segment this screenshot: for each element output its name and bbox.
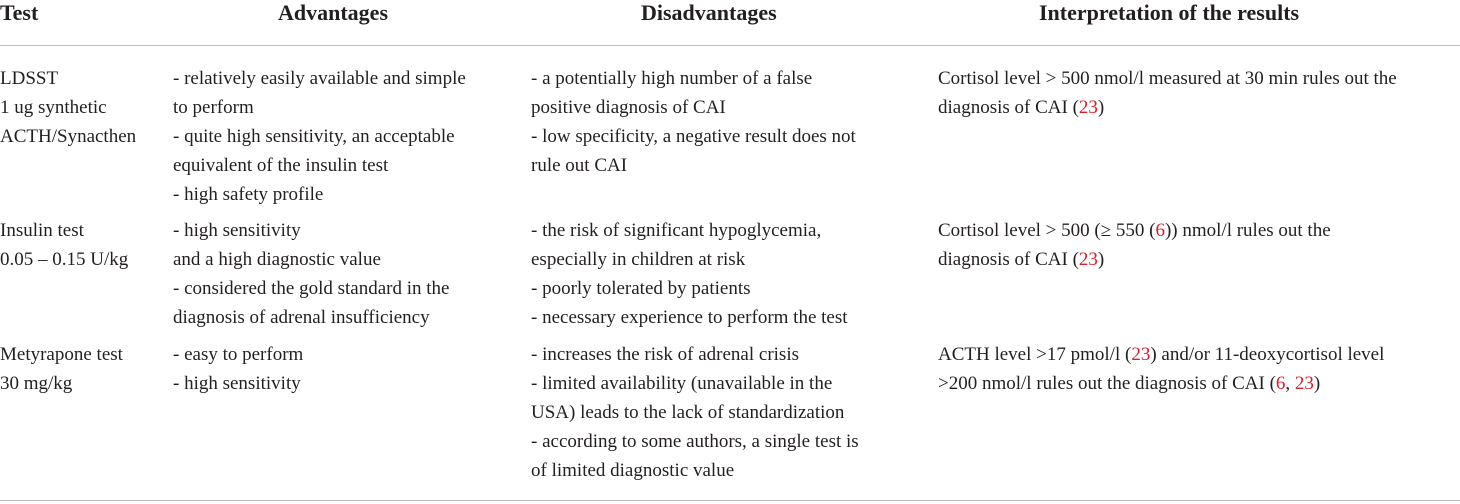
cell-line: to perform: [173, 97, 254, 118]
cell-line: [938, 369, 1384, 398]
cell-line: - poorly tolerated by patients: [531, 278, 751, 299]
table-row-3-test: [0, 340, 123, 398]
text-fragment: ): [1313, 373, 1321, 394]
text-fragment: ) and/or 11-deoxycortisol level: [1150, 344, 1385, 365]
cell-line: Cortisol level > 500 nmol/l measured at 30 min rules out the: [938, 68, 1397, 89]
cell-line: [938, 340, 1384, 369]
cell-line: - high safety profile: [173, 184, 324, 205]
cell-line: especially in children at risk: [531, 249, 746, 270]
cell-line: - necessary experience to perform the test: [531, 307, 848, 328]
cell-line: USA) leads to the lack of standardization: [531, 402, 845, 423]
cell-line: and a high diagnostic value: [173, 249, 381, 270]
cell-line: - low specificity, a negative result does not: [531, 126, 856, 147]
column-header-disadvantages: Disadvantages: [641, 0, 777, 25]
text-fragment: )) nmol/l rules out the: [1164, 220, 1331, 241]
table-row-3-disadvantages: [531, 340, 859, 485]
reference-link[interactable]: 6: [1275, 373, 1286, 394]
cell-line: [938, 216, 1331, 245]
text-fragment: Cortisol level > 500 (≥ 550 (: [938, 220, 1156, 241]
column-header-interpretation: Interpretation of the results: [1039, 0, 1300, 25]
table-row-3-advantages: [173, 340, 303, 398]
text-fragment: ACTH level >17 pmol/l (: [938, 344, 1132, 365]
text-fragment: >200 nmol/l rules out the diagnosis of CAI (: [938, 373, 1276, 394]
cell-line: - easy to perform: [173, 344, 304, 365]
header-rule: [0, 45, 1460, 46]
cell-line: [938, 245, 1331, 274]
table-row-2-interpretation: [938, 216, 1331, 274]
reference-link[interactable]: 6: [1155, 220, 1165, 241]
text-fragment: ): [1097, 249, 1105, 270]
column-header-advantages: Advantages: [278, 0, 389, 25]
table-row-2-advantages: [173, 216, 449, 332]
reference-link[interactable]: 23: [1131, 344, 1151, 365]
table-row-1-test: [0, 64, 136, 151]
table-row-1-advantages: [173, 64, 466, 209]
cell-line: - limited availability (unavailable in the: [531, 373, 833, 394]
table-row-1-disadvantages: [531, 64, 856, 180]
cell-line: equivalent of the insulin test: [173, 155, 389, 176]
text-fragment: ,: [1285, 373, 1295, 394]
cell-line: Metyrapone test: [0, 344, 123, 365]
cell-line: Insulin test: [0, 220, 84, 241]
table-row-2-disadvantages: [531, 216, 848, 332]
cell-line: 0.05 – 0.15 U/kg: [0, 249, 129, 270]
text-fragment: diagnosis of CAI (: [938, 249, 1079, 270]
column-header-test: Test: [0, 0, 39, 25]
text-fragment: diagnosis of CAI (: [938, 97, 1079, 118]
cell-line: of limited diagnostic value: [531, 460, 735, 481]
cell-line: - increases the risk of adrenal crisis: [531, 344, 800, 365]
cell-line: - considered the gold standard in the: [173, 278, 450, 299]
cell-line: 30 mg/kg: [0, 373, 73, 394]
cell-line: [938, 93, 1397, 122]
cell-line: - quite high sensitivity, an acceptable: [173, 126, 455, 147]
cell-line: - the risk of significant hypoglycemia,: [531, 220, 822, 241]
cell-line: diagnosis of adrenal insufficiency: [173, 307, 430, 328]
cell-line: LDSST: [0, 68, 59, 89]
cell-line: - high sensitivity: [173, 373, 301, 394]
cell-line: positive diagnosis of CAI: [531, 97, 726, 118]
table-bottom-rule: [0, 500, 1460, 501]
cell-line: - a potentially high number of a false: [531, 68, 813, 89]
reference-link[interactable]: 23: [1078, 249, 1098, 270]
cell-line: - according to some authors, a single test is: [531, 431, 859, 452]
table-row-1-interpretation: [938, 64, 1397, 122]
cell-line: - high sensitivity: [173, 220, 301, 241]
reference-link[interactable]: 23: [1078, 97, 1098, 118]
table-row-3-interpretation: [938, 340, 1384, 398]
cell-line: rule out CAI: [531, 155, 628, 176]
text-fragment: ): [1097, 97, 1105, 118]
table-row-2-test: [0, 216, 128, 274]
reference-link[interactable]: 23: [1294, 373, 1314, 394]
cell-line: ACTH/Synacthen: [0, 126, 137, 147]
cell-line: 1 ug synthetic: [0, 97, 107, 118]
cell-line: - relatively easily available and simple: [173, 68, 466, 89]
